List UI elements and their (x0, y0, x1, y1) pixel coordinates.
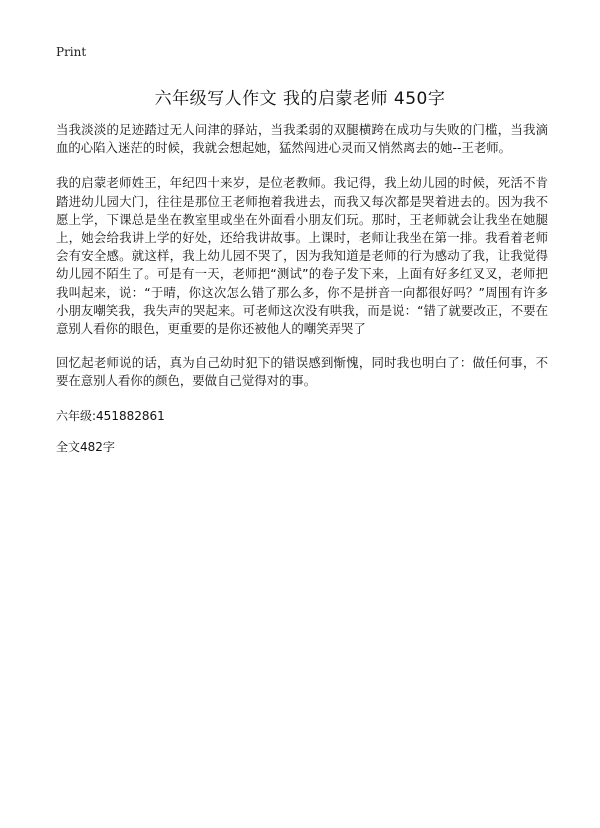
print-link[interactable]: Print (56, 45, 87, 59)
word-count-label: 全文482字 (56, 439, 115, 454)
article-paragraph: 当我淡淡的足迹踏过无人问津的驿站，当我柔弱的双腿横跨在成功与失败的门槛，当我滴血的心陷入迷茫的时候，我就会想起她，猛然闯进心灵而又悄然离去的她--王老师。 (56, 122, 548, 156)
article-title: 六年级写人作文 我的启蒙老师 450字 (154, 89, 446, 109)
article-paragraph: 回忆起老师说的话，真为自己幼时犯下的错误感到惭愧，同时我也明白了：做任何事，不要在意别人看你的颜色，要做自己觉得对的事。 (56, 355, 548, 389)
article-body (56, 121, 548, 469)
grade-id-label: 六年级:451882861 (56, 408, 165, 423)
article-paragraph: 我的启蒙老师姓王，年纪四十来岁，是位老教师。我记得，我上幼儿园的时候，死活不肯踏进幼儿园大门，往往是那位王老师抱着我进去，而我又每次都是哭着进去的。因为我不愿上学，下课总是坐在教室里或坐在外面看小朋友们玩。那时，王老师就会让我坐在她腿上，她会给我讲上学的好处，还给我讲故事。上课时，老师让我坐在第一排。我看着老师会有安全感。就这样，我上幼儿园不哭了，因为我知道是老师的行为感动了我，让我觉得幼儿园不陌生了。可是有一天，老师把“测试”的卷子发下来，上面有好多红叉叉，老师把我叫起来，说：“于晴，你这次怎么错了那么多，你不是拼音一向都很好吗？”周围有许多小朋友嘲笑我，我失声的哭起来。可老师这次没有哄我，而是说：“错了就要改正，不要在意别人看你的眼色，更重要的是你还被他人的嘲笑弄哭了 (56, 175, 548, 337)
